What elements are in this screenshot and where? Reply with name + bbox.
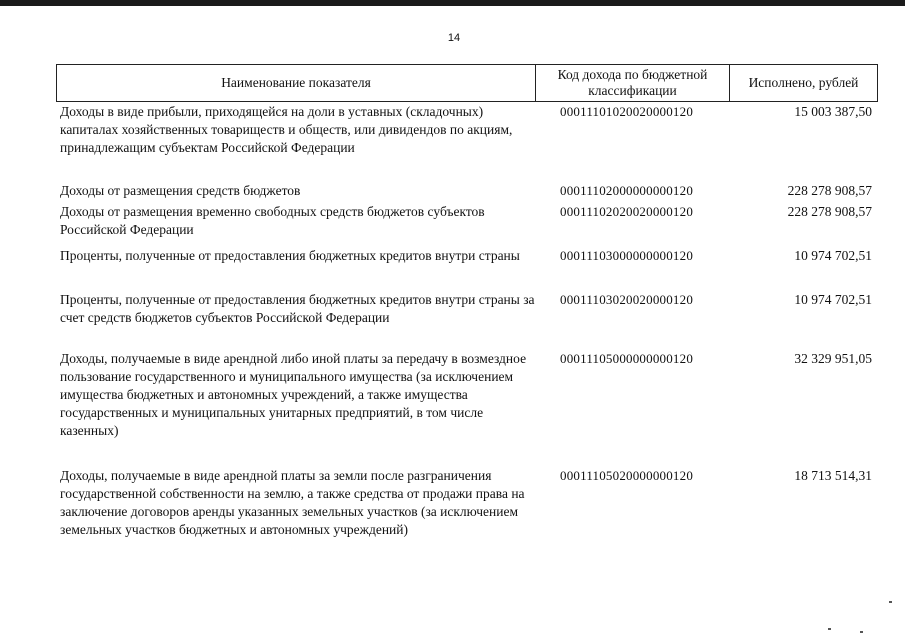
row-code: 00011103020020000120	[560, 292, 694, 307]
row-amount: 228 278 908,57	[787, 183, 872, 198]
row-name: Проценты, полученные от предоставления бюджетных кредитов внутри страны	[60, 248, 520, 263]
row-name: Доходы, получаемые в виде арендной либо иной платы за передачу в возмездное пользование государственного и муниципального имущества (за исключением имущества бюджетных и автономных учреждений, а также имущества государственных и муниципальных унитарных предприятий, в том числе казенных)	[60, 351, 527, 438]
column-header-amount: Исполнено, рублей	[748, 75, 859, 90]
row-name: Проценты, полученные от предоставления бюджетных кредитов внутри страны за счет средств бюджетов субъектов Российской Федерации	[60, 292, 535, 325]
row-code: 00011102000000000120	[560, 183, 694, 198]
row-name: Доходы от размещения временно свободных средств бюджетов субъектов Российской Федерации	[60, 204, 485, 237]
row-code: 00011102020020000120	[560, 204, 694, 219]
table-header	[56, 64, 878, 102]
row-name: Доходы в виде прибыли, приходящейся на доли в уставных (складочных) капиталах хозяйственных товариществ и обществ, или дивидендов по акциям, принадлежащим субъектам Российской Федерации	[60, 104, 513, 155]
row-code: 00011101020020000120	[560, 104, 694, 119]
scan-speck	[860, 631, 863, 633]
row-amount: 228 278 908,57	[787, 204, 872, 219]
page-number: 14	[447, 32, 461, 44]
row-amount: 15 003 387,50	[794, 104, 872, 119]
page-top-border	[0, 0, 905, 6]
row-name: Доходы от размещения средств бюджетов	[60, 183, 301, 198]
row-amount: 18 713 514,31	[794, 468, 872, 483]
row-name: Доходы, получаемые в виде арендной платы за земли после разграничения государственной собственности на землю, а также средства от продажи права на заключение договоров аренды указанных земельных участков (за исключением земельных участков бюджетных и автономных учреждений)	[60, 468, 525, 537]
row-code: 00011105020000000120	[560, 468, 694, 483]
row-amount: 32 329 951,05	[794, 351, 872, 366]
scan-speck	[889, 601, 892, 603]
row-code: 00011103000000000120	[560, 248, 694, 263]
row-amount: 10 974 702,51	[794, 292, 872, 307]
row-amount: 10 974 702,51	[794, 248, 872, 263]
column-header-name: Наименование показателя	[57, 65, 536, 101]
row-code: 00011105000000000120	[560, 351, 694, 366]
column-header-code: Код дохода по бюджетной классификации	[536, 65, 730, 101]
scan-speck	[828, 628, 831, 630]
